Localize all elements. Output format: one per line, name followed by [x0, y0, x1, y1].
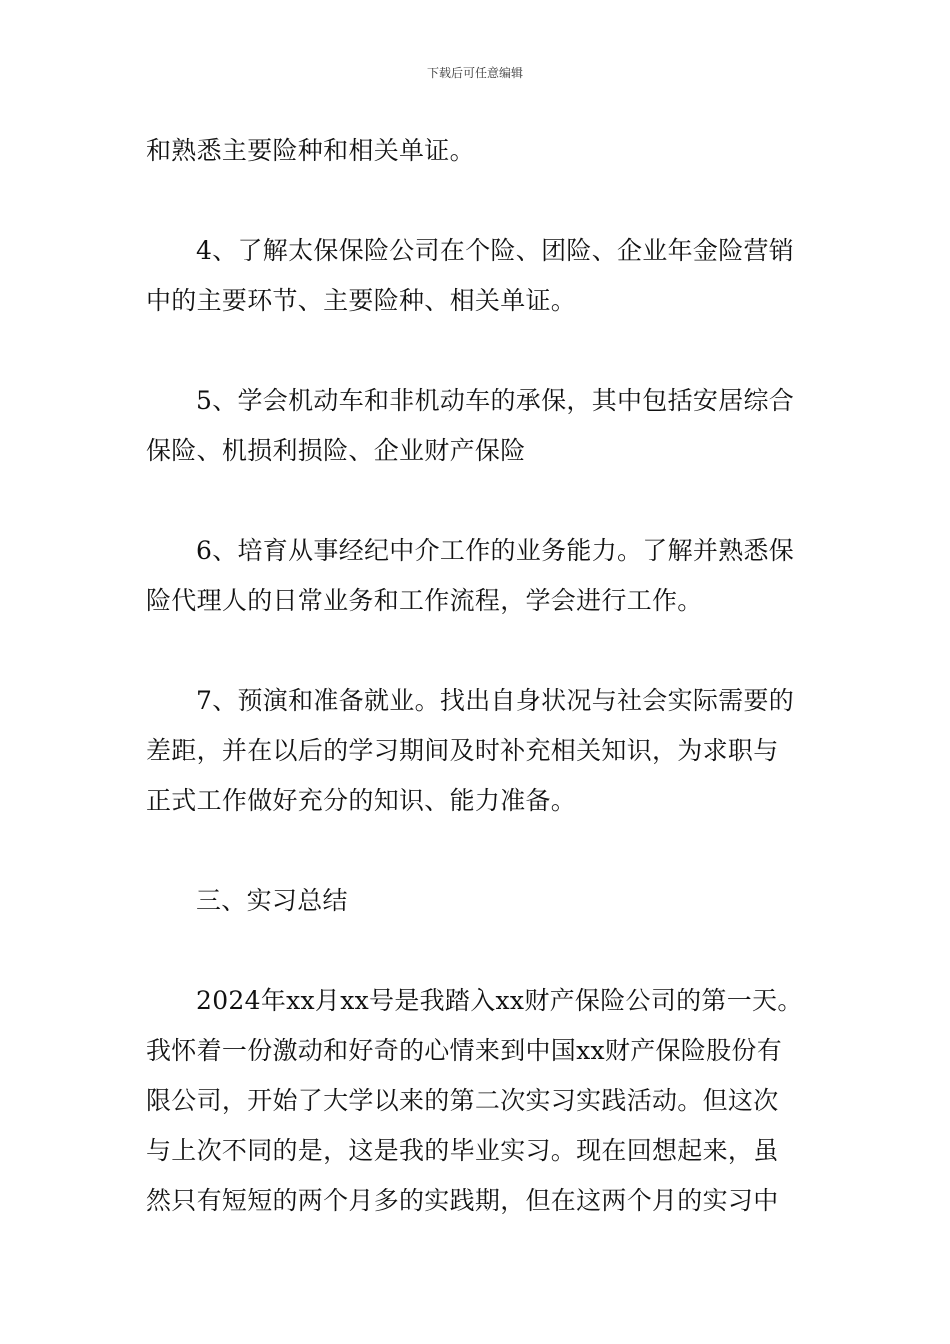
document-body — [146, 126, 826, 1226]
text-line: 三、实习总结 — [196, 886, 348, 915]
text-line: 差距，并在以后的学习期间及时补充相关知识，为求职与 — [146, 736, 779, 765]
text-line: 和熟悉主要险种和相关单证。 — [146, 136, 475, 165]
paragraph-gap — [146, 476, 826, 526]
paragraph-gap — [146, 926, 826, 976]
paragraph-gap — [146, 326, 826, 376]
paragraph-item-5 — [146, 376, 826, 476]
text-line: 5、学会机动车和非机动车的承保，其中包括安居综合 — [196, 386, 795, 415]
paragraph-summary — [146, 976, 826, 1226]
text-line: 6、培育从事经纪中介工作的业务能力。了解并熟悉保 — [196, 536, 795, 565]
text-line: 我怀着一份激动和好奇的心情来到中国xx财产保险股份有 — [146, 1036, 783, 1065]
text-line: 正式工作做好充分的知识、能力准备。 — [146, 786, 577, 815]
section-heading — [146, 876, 826, 926]
paragraph-item-7 — [146, 676, 826, 826]
text-line: 与上次不同的是，这是我的毕业实习。现在回想起来，虽 — [146, 1136, 779, 1165]
text-line: 7、预演和准备就业。找出自身状况与社会实际需要的 — [196, 686, 795, 715]
paragraph-gap — [146, 826, 826, 876]
text-line: 险代理人的日常业务和工作流程，学会进行工作。 — [146, 586, 703, 615]
paragraph-item-4 — [146, 226, 826, 326]
text-line: 保险、机损利损险、企业财产保险 — [146, 436, 526, 465]
paragraph-gap — [146, 626, 826, 676]
text-line: 中的主要环节、主要险种、相关单证。 — [146, 286, 577, 315]
text-line: 2024年xx月xx号是我踏入xx财产保险公司的第一天。 — [196, 986, 803, 1015]
text-line: 限公司，开始了大学以来的第二次实习实践活动。但这次 — [146, 1086, 779, 1115]
paragraph-continuation — [146, 126, 826, 176]
paragraph-item-6 — [146, 526, 826, 626]
paragraph-gap — [146, 176, 826, 226]
page-header: 下载后可任意编辑 — [426, 66, 523, 80]
text-line: 4、了解太保保险公司在个险、团险、企业年金险营销 — [196, 236, 795, 265]
text-line: 然只有短短的两个月多的实践期，但在这两个月的实习中 — [146, 1186, 779, 1215]
